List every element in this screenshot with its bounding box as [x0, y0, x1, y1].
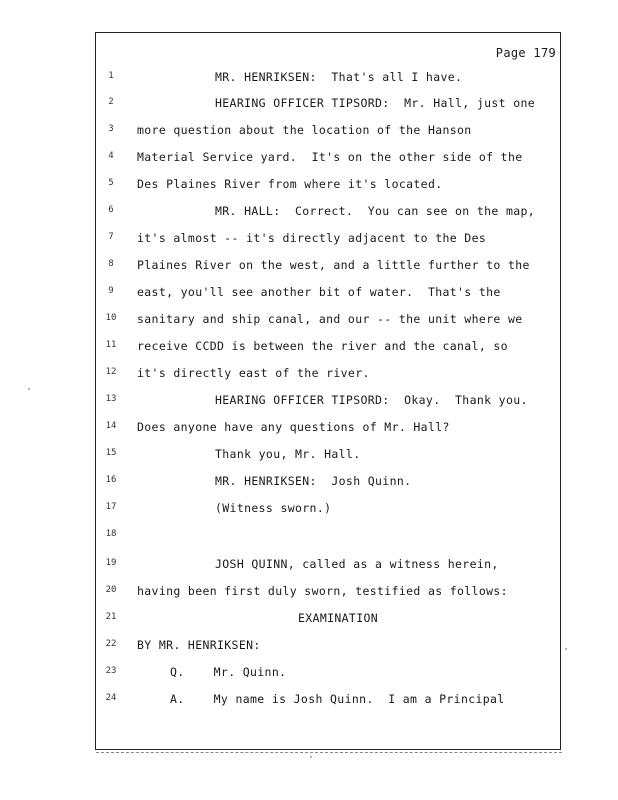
transcript-line: Does anyone have any questions of Mr. Hall? — [137, 420, 450, 434]
transcript-answer: A. My name is Josh Quinn. I am a Principal — [170, 692, 505, 706]
transcript-line: JOSH QUINN, called as a witness herein, — [215, 557, 499, 571]
line-number: 13 — [105, 394, 117, 404]
line-number: 6 — [108, 205, 114, 215]
line-number: 23 — [105, 666, 117, 676]
transcript-line: Plaines River on the west, and a little further to the — [137, 258, 530, 272]
bottom-rule — [96, 752, 562, 753]
transcript-line: Des Plaines River from where it's located. — [137, 177, 443, 191]
line-number: 9 — [108, 286, 114, 296]
transcript-line: sanitary and ship canal, and our -- the unit where we — [137, 312, 523, 326]
line-number: 2 — [108, 97, 114, 107]
transcript-line: (Witness sworn.) — [215, 501, 332, 515]
section-heading: EXAMINATION — [298, 611, 379, 625]
transcript-line-speaker: HEARING OFFICER TIPSORD: Okay. Thank you. — [215, 393, 528, 407]
scan-speck — [28, 388, 30, 390]
scan-speck — [565, 648, 567, 650]
line-number: 16 — [105, 475, 117, 485]
line-number: 12 — [105, 367, 117, 377]
line-number: 5 — [108, 178, 114, 188]
line-number: 8 — [108, 259, 114, 269]
transcript-line: receive CCDD is between the river and the canal, so — [137, 339, 508, 353]
transcript-line: BY MR. HENRIKSEN: — [137, 638, 261, 652]
line-number: 7 — [108, 232, 114, 242]
line-number: 10 — [105, 313, 117, 323]
transcript-line-speaker: MR. HENRIKSEN: Josh Quinn. — [215, 474, 412, 488]
transcript-line: it's directly east of the river. — [137, 366, 370, 380]
transcript-question: Q. Mr. Quinn. — [170, 665, 287, 679]
line-number: 4 — [108, 151, 114, 161]
line-number: 18 — [105, 529, 117, 539]
transcript-line: Material Service yard. It's on the other side of the — [137, 150, 523, 164]
scan-speck — [310, 756, 312, 758]
line-number: 24 — [105, 693, 117, 703]
transcript-line: it's almost -- it's directly adjacent to the Des — [137, 231, 487, 245]
line-number: 3 — [108, 124, 114, 134]
line-number: 17 — [105, 502, 117, 512]
transcript-line-speaker: HEARING OFFICER TIPSORD: Mr. Hall, just one — [215, 96, 536, 110]
line-number: 14 — [105, 421, 117, 431]
page-number: Page 179 — [495, 46, 556, 60]
transcript-line-speaker: MR. HALL: Correct. You can see on the map, — [215, 204, 536, 218]
line-number: 15 — [105, 448, 117, 458]
line-number: 11 — [105, 340, 117, 350]
transcript-line: Thank you, Mr. Hall. — [215, 447, 361, 461]
line-number: 22 — [105, 639, 117, 649]
line-number: 1 — [108, 71, 114, 81]
line-number: 21 — [105, 612, 117, 622]
transcript-line: more question about the location of the Hanson — [137, 123, 472, 137]
transcript-line-speaker: MR. HENRIKSEN: That's all I have. — [215, 70, 463, 84]
transcript-line: east, you'll see another bit of water. That's the — [137, 285, 501, 299]
line-number: 20 — [105, 585, 117, 595]
line-number: 19 — [105, 558, 117, 568]
transcript-line: having been first duly sworn, testified as follows: — [137, 584, 508, 598]
